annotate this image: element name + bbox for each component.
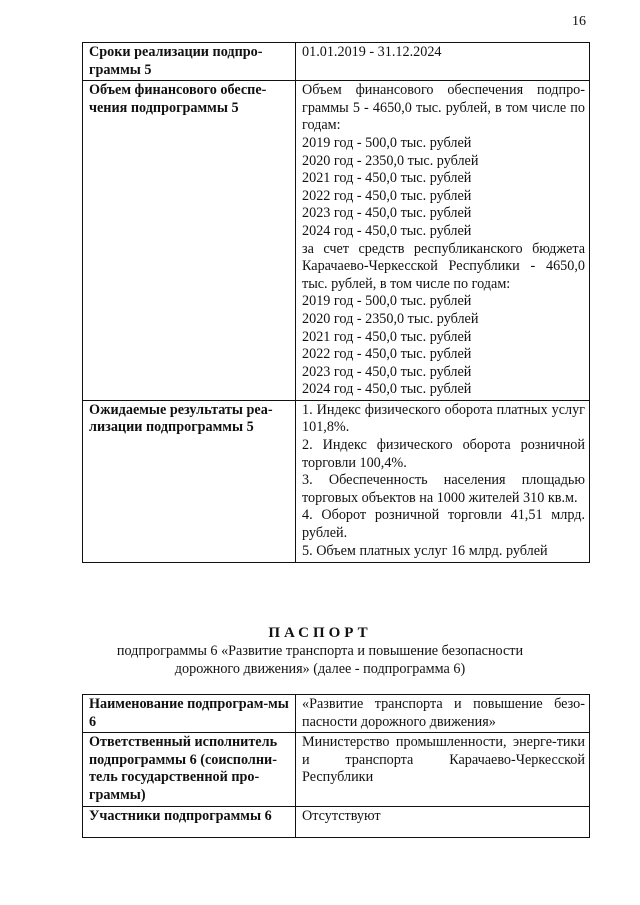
value-line: 2020 год - 2350,0 тыс. рублей bbox=[302, 310, 479, 327]
value-line: 2019 год - 500,0 тыс. рублей bbox=[302, 293, 472, 310]
value-line: 5. Объем платных услуг 16 млрд. рублей bbox=[302, 542, 548, 559]
value-line: 2023 год - 450,0 тыс. рублей bbox=[302, 205, 472, 222]
value-line: 01.01.2019 - 31.12.2024 bbox=[302, 44, 442, 60]
row-value: «Развитие транспорта и повышение безо-пасности дорожного движения» bbox=[296, 695, 590, 733]
value-line: 2021 год - 450,0 тыс. рублей bbox=[302, 170, 472, 187]
passport-title: ПАСПОРТ bbox=[268, 625, 372, 641]
table-row bbox=[83, 806, 590, 837]
table-row bbox=[83, 81, 590, 401]
row-value: Отсутствуют bbox=[296, 806, 590, 837]
value-line: 2020 год - 2350,0 тыс. рублей bbox=[302, 152, 479, 169]
row-label: Участники подпрограммы 6 bbox=[83, 806, 296, 837]
row-value bbox=[296, 81, 590, 401]
value-line: 2021 год - 450,0 тыс. рублей bbox=[302, 328, 472, 345]
value-line: 2023 год - 450,0 тыс. рублей bbox=[302, 363, 472, 380]
row-label: Сроки реализации подпро-граммы 5 bbox=[83, 43, 296, 81]
value-line: 4. Оборот розничной торговли 41,51 млрд. рублей. bbox=[302, 507, 585, 542]
row-label: Ожидаемые результаты реа-лизации подпрограммы 5 bbox=[83, 400, 296, 562]
value-line: 1. Индекс физического оборота платных услуг 101,8%. bbox=[302, 401, 585, 436]
passport-heading bbox=[0, 624, 640, 678]
row-value bbox=[296, 43, 590, 81]
passport-subtitle-line-2: дорожного движения» (далее - подпрограмма 6) bbox=[174, 661, 466, 677]
value-line: 2. Индекс физического оборота розничной торговли 100,4%. bbox=[302, 437, 585, 471]
value-line: за счет средств республиканского бюджета Карачаево-Черкесской Республики - 4650,0 тыс. рублей, в том числе по годам: bbox=[302, 240, 585, 292]
row-label: Наименование подпрограм-мы 6 bbox=[83, 695, 296, 733]
table-row bbox=[83, 43, 590, 81]
row-value: Министерство промышленности, энерге-тики и транспорта Карачаево-Черкесской Республики bbox=[296, 733, 590, 806]
subprogram-6-passport-table bbox=[82, 694, 590, 838]
value-line: 2024 год - 450,0 тыс. рублей bbox=[302, 381, 472, 398]
table-row bbox=[83, 695, 590, 733]
row-label: Объем финансового обеспе-чения подпрограммы 5 bbox=[83, 81, 296, 401]
value-line: Объем финансового обеспечения подпро-граммы 5 - 4650,0 тыс. рублей, в том числе по годам: bbox=[302, 82, 585, 134]
value-line: 2022 год - 450,0 тыс. рублей bbox=[302, 346, 472, 363]
passport-subtitle-line-1: подпрограммы 6 «Развитие транспорта и повышение безопасности bbox=[116, 643, 524, 659]
value-line: 2022 год - 450,0 тыс. рублей bbox=[302, 187, 472, 204]
value-line: 3. Обеспеченность населения площадью торговых объектов на 1000 жителей 310 кв.м. bbox=[302, 472, 585, 506]
value-line: 2019 год - 500,0 тыс. рублей bbox=[302, 134, 472, 151]
table-row bbox=[83, 400, 590, 562]
subprogram-5-passport-table bbox=[82, 42, 590, 563]
table-row bbox=[83, 733, 590, 806]
value-line: 2024 год - 450,0 тыс. рублей bbox=[302, 222, 472, 239]
row-value bbox=[296, 400, 590, 562]
row-label: Ответственный исполнитель подпрограммы 6 (соисполни-тель государственной про-граммы) bbox=[83, 733, 296, 806]
page-number: 16 bbox=[572, 14, 586, 29]
